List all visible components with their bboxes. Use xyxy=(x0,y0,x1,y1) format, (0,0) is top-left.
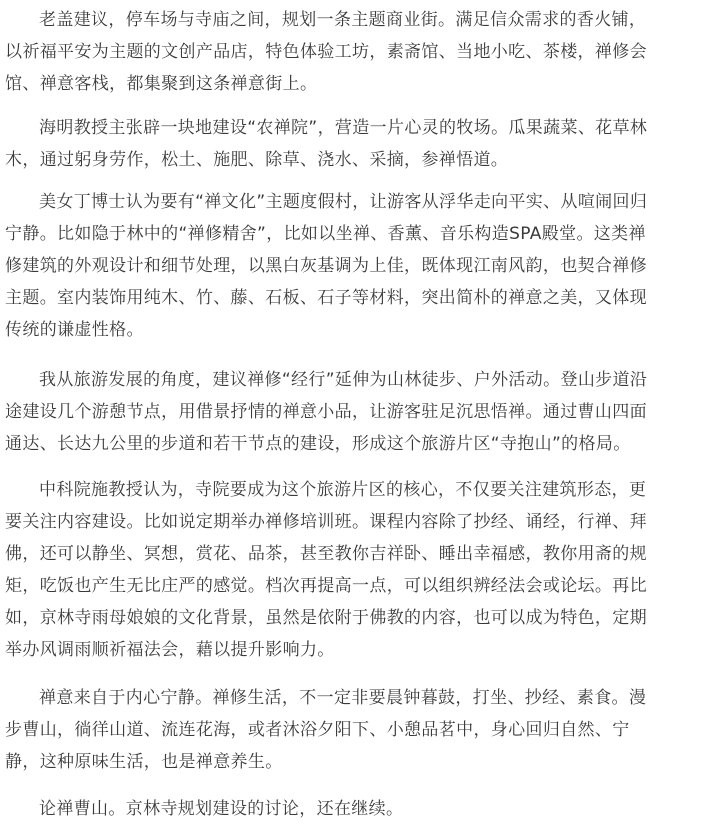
text-line: 木，通过躬身劳作，松土、施肥、除草、浇水、采摘，参禅悟道。 xyxy=(5,150,509,170)
text-line: 如，京林寺雨母娘娘的文化背景，虽然是依附于佛教的内容，也可以成为特色，定期 xyxy=(5,608,647,628)
text-line: 修建筑的外观设计和细节处理，以黑白灰基调为上佳，既体现江南风韵，也契合禅修 xyxy=(5,256,647,276)
text-line: 馆、禅意客栈，都集聚到这条禅意街上。 xyxy=(5,74,318,94)
text-line: 举办风调雨顺祈福法会，藉以提升影响力。 xyxy=(5,640,335,660)
text-line: 途建设几个游憩节点，用借景抒情的禅意小品，让游客驻足沉思悟禅。通过曹山四面 xyxy=(5,402,647,422)
text-line: 海明教授主张辟一块地建设“农禅院”，营造一片心灵的牧场。瓜果蔬菜、花草林 xyxy=(39,118,648,138)
text-line: 主题。室内装饰用纯木、竹、藤、石板、石子等材料，突出简朴的禅意之美，又体现 xyxy=(5,288,647,308)
text-line: 静，这种原味生活，也是禅意养生。 xyxy=(5,752,283,772)
text-line: 宁静。比如隐于林中的“禅修精舍”，比如以坐禅、香薰、音乐构造SPA殿堂。这类禅 xyxy=(5,224,646,244)
text-line: 论禅曹山。京林寺规划建设的讨论，还在继续。 xyxy=(39,799,404,819)
text-line: 矩，吃饭也产生无比庄严的感觉。档次再提高一点，可以组织辨经法会或论坛。再比 xyxy=(5,576,647,596)
text-line: 我从旅游发展的角度，建议禅修“经行”延伸为山林徒步、户外活动。登山步道沿 xyxy=(39,370,648,390)
text-line: 禅意来自于内心宁静。禅修生活，不一定非要晨钟暮鼓，打坐、抄经、素食。漫 xyxy=(39,688,647,708)
text-line: 老盖建议，停车场与寺庙之间，规划一条主题商业街。满足信众需求的香火铺， xyxy=(39,10,647,30)
text-line: 步曹山，徜徉山道、流连花海，或者沐浴夕阳下、小憩品茗中，身心回归自然、宁 xyxy=(5,720,630,740)
text-line: 以祈福平安为主题的文创产品店，特色体验工坊，素斋馆、当地小吃、茶楼，禅修会 xyxy=(5,42,647,62)
text-line: 佛，还可以静坐、冥想，赏花、品茶，甚至教你吉祥卧、睡出幸福感，教你用斋的规 xyxy=(5,544,647,564)
text-line: 美女丁博士认为要有“禅文化”主题度假村，让游客从浮华走向平实、从喧闹回归 xyxy=(39,192,648,212)
text-line: 要关注内容建设。比如说定期举办禅修培训班。课程内容除了抄经、诵经，行禅、拜 xyxy=(5,512,647,532)
text-line: 通达、长达九公里的步道和若干节点的建设，形成这个旅游片区“寺抱山”的格局。 xyxy=(5,434,631,454)
text-line: 传统的谦虚性格。 xyxy=(5,320,144,340)
text-line: 中科院施教授认为，寺院要成为这个旅游片区的核心，不仅要关注建筑形态，更 xyxy=(39,480,647,500)
